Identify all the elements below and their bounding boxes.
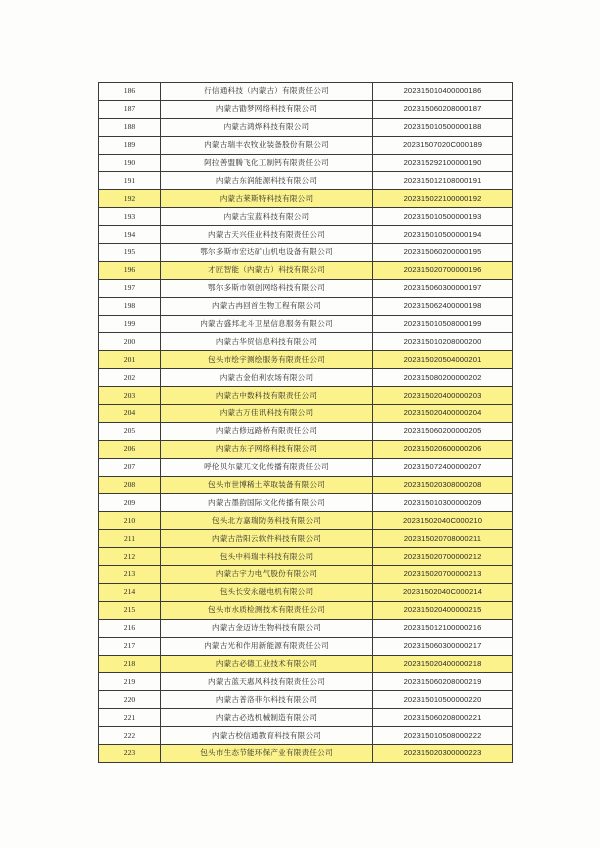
registration-code: 202315060208000187 <box>373 100 513 118</box>
registration-code: 202315020708000211 <box>373 530 513 548</box>
table-row <box>99 512 513 530</box>
registration-code: 202315012108000191 <box>373 172 513 190</box>
row-number: 200 <box>99 333 161 351</box>
registration-code: 202315022100000192 <box>373 190 513 208</box>
row-number: 190 <box>99 154 161 172</box>
table-row <box>99 583 513 601</box>
registration-code: 202315060208000221 <box>373 709 513 727</box>
registration-code: 202315020400000204 <box>373 405 513 423</box>
table-row <box>99 297 513 315</box>
row-number: 214 <box>99 583 161 601</box>
registration-code: 202315010508000222 <box>373 727 513 745</box>
row-number: 193 <box>99 208 161 226</box>
row-number: 189 <box>99 136 161 154</box>
company-name: 内蒙古华贸信息科技有限公司 <box>161 333 373 351</box>
registration-code: 202315020308000208 <box>373 476 513 494</box>
row-number: 211 <box>99 530 161 548</box>
registration-code: 202315292100000190 <box>373 154 513 172</box>
table-row <box>99 422 513 440</box>
table-row <box>99 691 513 709</box>
row-number: 186 <box>99 83 161 101</box>
company-name: 内蒙古蓝天惠风科技有限责任公司 <box>161 673 373 691</box>
table-row <box>99 673 513 691</box>
table-row <box>99 83 513 101</box>
company-name: 内蒙古光和作用新能源有限责任公司 <box>161 637 373 655</box>
company-name: 包头北方嘉瑞防务科技有限公司 <box>161 512 373 530</box>
row-number: 217 <box>99 637 161 655</box>
company-name: 内蒙古鸿烨科技有限公司 <box>161 118 373 136</box>
registration-code: 202315010500000220 <box>373 691 513 709</box>
company-name: 包头市绘宇测绘服务有限责任公司 <box>161 351 373 369</box>
company-name: 内蒙古中数科技有限责任公司 <box>161 387 373 405</box>
row-number: 213 <box>99 566 161 584</box>
table-row <box>99 619 513 637</box>
table-row <box>99 494 513 512</box>
registration-code: 202315020300000223 <box>373 744 513 762</box>
registration-code: 202315072400000207 <box>373 458 513 476</box>
registration-code: 202315020700000213 <box>373 566 513 584</box>
row-number: 220 <box>99 691 161 709</box>
table-row <box>99 261 513 279</box>
company-name: 内蒙古修远路桥有限责任公司 <box>161 422 373 440</box>
table-row <box>99 369 513 387</box>
table-row <box>99 208 513 226</box>
company-name: 内蒙古莱斯特科技有限公司 <box>161 190 373 208</box>
row-number: 192 <box>99 190 161 208</box>
table-row <box>99 637 513 655</box>
row-number: 212 <box>99 548 161 566</box>
table-row <box>99 744 513 762</box>
registration-code: 202315010300000209 <box>373 494 513 512</box>
row-number: 210 <box>99 512 161 530</box>
company-name: 内蒙古校信通教育科技有限公司 <box>161 727 373 745</box>
registration-code: 202315020600000206 <box>373 440 513 458</box>
company-name: 包头市生态节能环保产业有限责任公司 <box>161 744 373 762</box>
row-number: 208 <box>99 476 161 494</box>
table-row <box>99 655 513 673</box>
row-number: 223 <box>99 744 161 762</box>
table-row <box>99 405 513 423</box>
company-name: 阿拉善盟腾飞化工制钙有限责任公司 <box>161 154 373 172</box>
table-row <box>99 172 513 190</box>
registration-code: 202315010508000199 <box>373 315 513 333</box>
table-row <box>99 476 513 494</box>
table-row <box>99 190 513 208</box>
row-number: 194 <box>99 226 161 244</box>
company-name: 包头长安永磁电机有限公司 <box>161 583 373 601</box>
company-name: 内蒙古普洛菲尔科技有限公司 <box>161 691 373 709</box>
table-row <box>99 154 513 172</box>
registration-code: 20231507020C000189 <box>373 136 513 154</box>
row-number: 204 <box>99 405 161 423</box>
table-row <box>99 548 513 566</box>
row-number: 205 <box>99 422 161 440</box>
row-number: 198 <box>99 297 161 315</box>
row-number: 202 <box>99 369 161 387</box>
table-row <box>99 100 513 118</box>
company-name: 内蒙古万佳讯科技有限公司 <box>161 405 373 423</box>
table-row <box>99 351 513 369</box>
registration-code: 202315020400000218 <box>373 655 513 673</box>
row-number: 197 <box>99 279 161 297</box>
row-number: 196 <box>99 261 161 279</box>
company-name: 内蒙古必德工业技术有限公司 <box>161 655 373 673</box>
row-number: 215 <box>99 601 161 619</box>
company-name: 内蒙古金迈诗生物科技有限公司 <box>161 619 373 637</box>
table-row <box>99 226 513 244</box>
company-name: 包头市世博稀土萃取装备有限公司 <box>161 476 373 494</box>
registration-code: 20231502040C000214 <box>373 583 513 601</box>
row-number: 187 <box>99 100 161 118</box>
row-number: 195 <box>99 244 161 262</box>
registration-code: 202315020504000201 <box>373 351 513 369</box>
company-name: 才匠智能（内蒙古）科技有限公司 <box>161 261 373 279</box>
registration-code: 202315020400000203 <box>373 387 513 405</box>
registration-code: 202315020700000212 <box>373 548 513 566</box>
row-number: 188 <box>99 118 161 136</box>
row-number: 206 <box>99 440 161 458</box>
table-row <box>99 530 513 548</box>
registration-code: 202315060300000217 <box>373 637 513 655</box>
row-number: 209 <box>99 494 161 512</box>
table-row <box>99 458 513 476</box>
company-name: 包头中科瑞丰科技有限公司 <box>161 548 373 566</box>
row-number: 207 <box>99 458 161 476</box>
row-number: 221 <box>99 709 161 727</box>
row-number: 191 <box>99 172 161 190</box>
company-name: 内蒙古宝蓝科技有限公司 <box>161 208 373 226</box>
row-number: 216 <box>99 619 161 637</box>
registration-code: 20231502040C000210 <box>373 512 513 530</box>
company-name: 内蒙古浩阳云软件科技有限公司 <box>161 530 373 548</box>
row-number: 199 <box>99 315 161 333</box>
row-number: 222 <box>99 727 161 745</box>
company-name: 内蒙古瑞丰农牧业装备股份有限公司 <box>161 136 373 154</box>
company-name: 内蒙古冉回首生物工程有限公司 <box>161 297 373 315</box>
table-row <box>99 244 513 262</box>
company-name: 内蒙古宇力电气股份有限公司 <box>161 566 373 584</box>
company-name: 内蒙古勖梦网络科技有限公司 <box>161 100 373 118</box>
company-name: 行信通科技（内蒙古）有限责任公司 <box>161 83 373 101</box>
row-number: 203 <box>99 387 161 405</box>
company-name: 内蒙古盛邦北斗卫星信息服务有限公司 <box>161 315 373 333</box>
registration-code: 202315012100000216 <box>373 619 513 637</box>
table-row <box>99 136 513 154</box>
registration-code: 202315020400000215 <box>373 601 513 619</box>
company-name: 内蒙古东子网络科技有限公司 <box>161 440 373 458</box>
company-name: 内蒙古必选机械制造有限公司 <box>161 709 373 727</box>
row-number: 218 <box>99 655 161 673</box>
company-name: 呼伦贝尔蒙兀文化传播有限责任公司 <box>161 458 373 476</box>
table-row <box>99 566 513 584</box>
registration-table-body <box>99 83 513 763</box>
registration-code: 202315010500000188 <box>373 118 513 136</box>
table-row <box>99 601 513 619</box>
registration-code: 202315060208000219 <box>373 673 513 691</box>
registration-code: 202315010500000194 <box>373 226 513 244</box>
registration-code: 202315020700000196 <box>373 261 513 279</box>
company-name: 内蒙古天兴佳业科技有限责任公司 <box>161 226 373 244</box>
table-row <box>99 315 513 333</box>
registration-table <box>98 82 513 763</box>
table-row <box>99 279 513 297</box>
row-number: 201 <box>99 351 161 369</box>
company-name: 鄂尔多斯市领创网络科技有限公司 <box>161 279 373 297</box>
registration-code: 202315062400000198 <box>373 297 513 315</box>
row-number: 219 <box>99 673 161 691</box>
registration-code: 202315010400000186 <box>373 83 513 101</box>
company-name: 鄂尔多斯市宏达矿山机电设备有限公司 <box>161 244 373 262</box>
table-row <box>99 727 513 745</box>
registration-code: 202315060200000195 <box>373 244 513 262</box>
company-name: 包头市水质检测技术有限责任公司 <box>161 601 373 619</box>
registration-code: 202315010500000193 <box>373 208 513 226</box>
table-row <box>99 709 513 727</box>
table-row <box>99 440 513 458</box>
company-name: 内蒙古东润能源科技有限公司 <box>161 172 373 190</box>
company-name: 内蒙古金伯利农场有限公司 <box>161 369 373 387</box>
registration-code: 202315060300000197 <box>373 279 513 297</box>
registration-code: 202315080200000202 <box>373 369 513 387</box>
registration-code: 202315010208000200 <box>373 333 513 351</box>
registration-code: 202315060200000205 <box>373 422 513 440</box>
table-row <box>99 118 513 136</box>
table-row <box>99 387 513 405</box>
table-row <box>99 333 513 351</box>
company-name: 内蒙古墨韵国际文化传播有限公司 <box>161 494 373 512</box>
